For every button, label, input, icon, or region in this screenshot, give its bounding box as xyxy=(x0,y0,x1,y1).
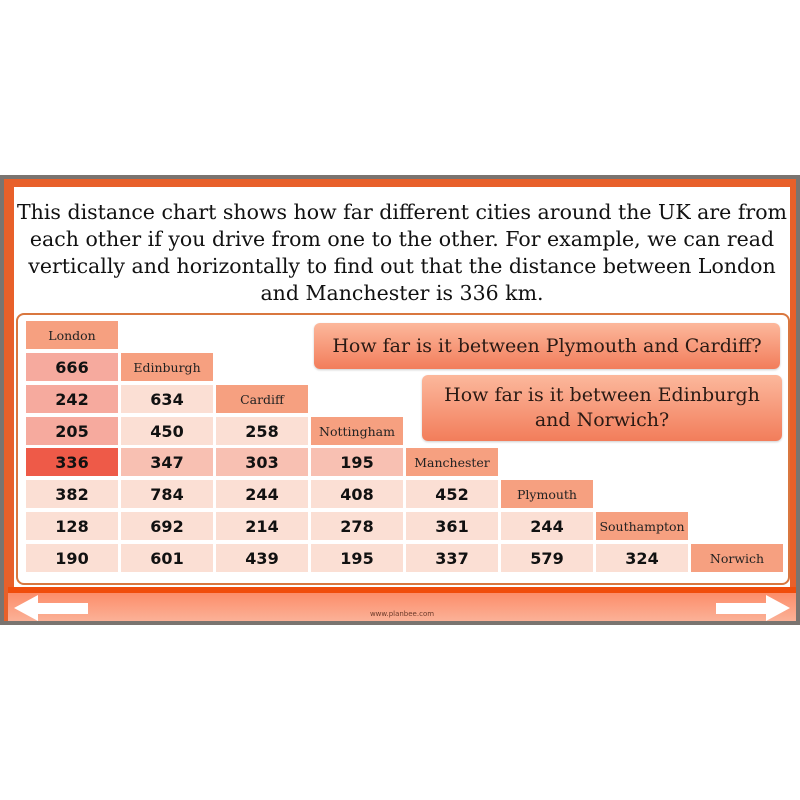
distance-cell: 242 xyxy=(26,385,118,413)
distance-cell: 439 xyxy=(216,544,308,572)
distance-cell: 205 xyxy=(26,417,118,445)
distance-cell: 190 xyxy=(26,544,118,572)
distance-cell: 258 xyxy=(216,417,308,445)
city-header-london: London xyxy=(26,321,118,349)
navigation-bar xyxy=(8,593,796,621)
city-header-norwich: Norwich xyxy=(691,544,783,572)
distance-cell: 408 xyxy=(311,480,403,508)
distance-cell: 195 xyxy=(311,448,403,476)
distance-cell: 278 xyxy=(311,512,403,540)
distance-cell: 450 xyxy=(121,417,213,445)
distance-cell: 784 xyxy=(121,480,213,508)
distance-cell: 337 xyxy=(406,544,498,572)
highlighted-distance-cell: 336 xyxy=(26,448,118,476)
distance-cell: 128 xyxy=(26,512,118,540)
distance-cell: 634 xyxy=(121,385,213,413)
distance-cell: 324 xyxy=(596,544,688,572)
city-header-edinburgh: Edinburgh xyxy=(121,353,213,381)
distance-cell: 579 xyxy=(501,544,593,572)
distance-cell: 666 xyxy=(26,353,118,381)
question-plymouth-cardiff: How far is it between Plymouth and Cardiff? xyxy=(314,323,780,369)
distance-cell: 452 xyxy=(406,480,498,508)
slide xyxy=(0,175,800,625)
distance-cell: 382 xyxy=(26,480,118,508)
slide-content xyxy=(14,187,790,587)
distance-cell: 601 xyxy=(121,544,213,572)
distance-cell: 214 xyxy=(216,512,308,540)
distance-cell: 244 xyxy=(501,512,593,540)
distance-cell: 692 xyxy=(121,512,213,540)
website-label: www.planbee.com xyxy=(369,610,435,618)
question-edinburgh-norwich: How far is it between Edinburgh and Norwich? xyxy=(422,375,782,441)
city-header-southampton: Southampton xyxy=(596,512,688,540)
distance-cell: 244 xyxy=(216,480,308,508)
city-header-plymouth: Plymouth xyxy=(501,480,593,508)
slide-frame xyxy=(4,179,796,621)
distance-chart xyxy=(16,313,790,585)
distance-cell: 361 xyxy=(406,512,498,540)
city-header-manchester: Manchester xyxy=(406,448,498,476)
arrow-right-icon[interactable] xyxy=(714,595,790,621)
distance-cell: 347 xyxy=(121,448,213,476)
distance-cell: 195 xyxy=(311,544,403,572)
intro-text: This distance chart shows how far different cities around the UK are from each other if you drive from one to the other. For example, we can read vertically and horizontally to find out that the distance between London and Manchester is 336 km. xyxy=(16,200,787,305)
city-header-nottingham: Nottingham xyxy=(311,417,403,445)
city-header-cardiff: Cardiff xyxy=(216,385,308,413)
distance-cell: 303 xyxy=(216,448,308,476)
